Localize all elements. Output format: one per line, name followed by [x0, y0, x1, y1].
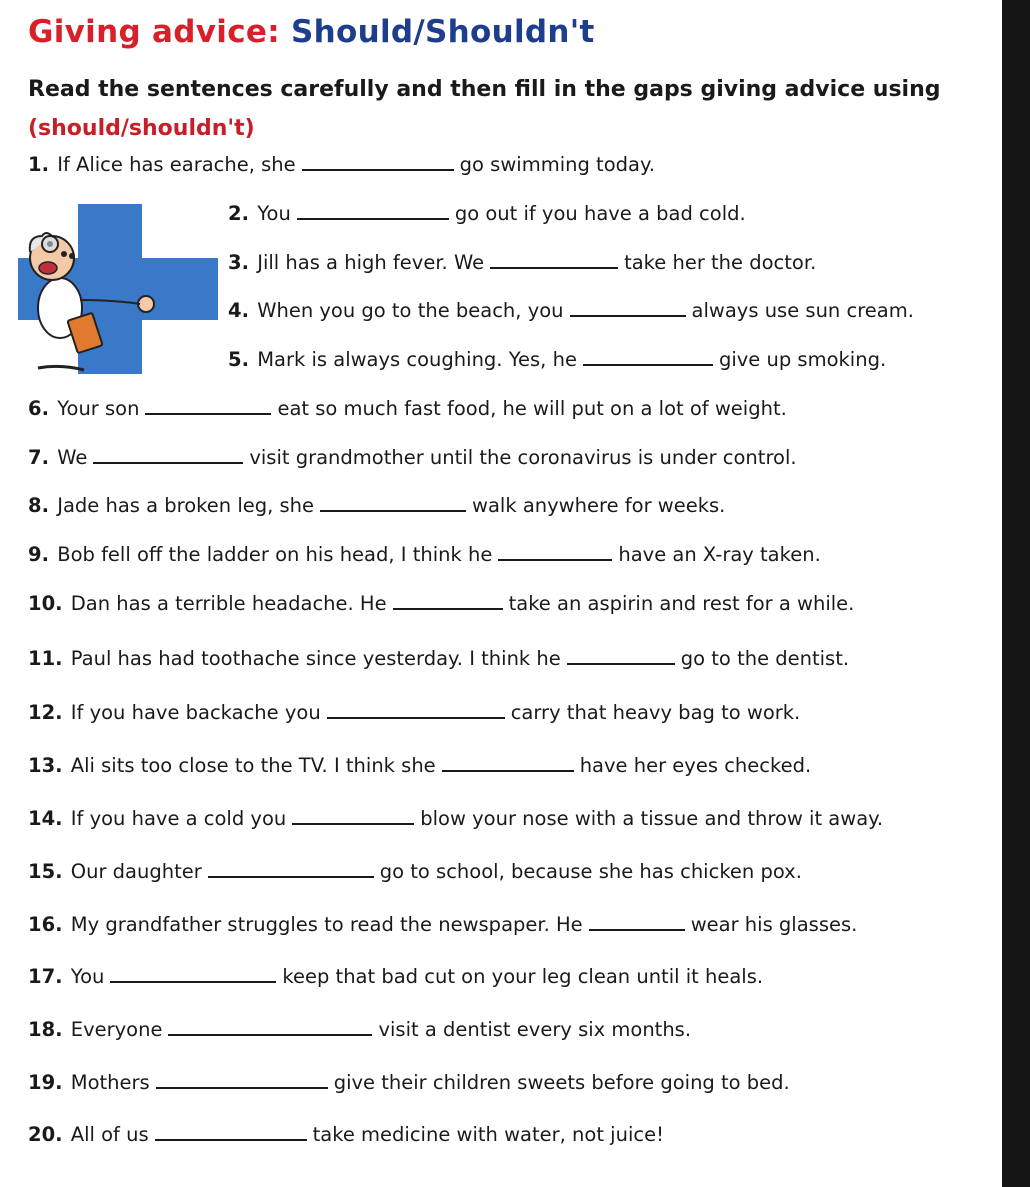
item-number: 11. — [28, 647, 63, 670]
item-text-after: wear his glasses. — [690, 913, 858, 936]
answer-blank[interactable] — [302, 168, 454, 171]
item-text-after: go swimming today. — [459, 153, 655, 176]
item-text-before: Ali sits too close to the TV. I think she — [70, 754, 436, 777]
answer-blank[interactable] — [570, 314, 686, 317]
right-edge-bar — [1002, 0, 1030, 1187]
item-text-after: go to school, because she has chicken pox. — [379, 860, 802, 883]
item-number: 8. — [28, 494, 49, 517]
item-text-before: All of us — [70, 1123, 149, 1146]
item-text-after: have an X-ray taken. — [618, 543, 821, 566]
item-number: 9. — [28, 543, 49, 566]
doctor-illustration — [14, 196, 220, 386]
item-number: 7. — [28, 446, 49, 469]
answer-blank[interactable] — [110, 980, 276, 983]
title-part-2: Should/Shouldn't — [291, 14, 595, 50]
exercise-item — [28, 543, 821, 567]
exercise-item — [28, 647, 849, 671]
item-text-after: keep that bad cut on your leg clean until it heals. — [282, 965, 764, 988]
answer-blank[interactable] — [320, 509, 466, 512]
answer-blank[interactable] — [442, 769, 574, 772]
answer-blank[interactable] — [292, 822, 414, 825]
answer-blank[interactable] — [208, 875, 374, 878]
exercise-item — [28, 913, 857, 937]
exercise-item — [28, 965, 763, 989]
item-text-before: Your son — [57, 397, 140, 420]
item-text-after: eat so much fast food, he will put on a lot of weight. — [277, 397, 787, 420]
answer-blank[interactable] — [583, 363, 713, 366]
item-number: 10. — [28, 592, 63, 615]
answer-blank[interactable] — [567, 662, 675, 665]
exercise-item — [28, 754, 811, 778]
item-text-after: blow your nose with a tissue and throw it away. — [420, 807, 884, 830]
answer-blank[interactable] — [93, 461, 243, 464]
item-text-after: walk anywhere for weeks. — [472, 494, 726, 517]
item-number: 15. — [28, 860, 63, 883]
exercise-item — [28, 446, 797, 470]
answer-blank[interactable] — [327, 716, 505, 719]
item-number: 16. — [28, 913, 63, 936]
item-text-before: Jade has a broken leg, she — [57, 494, 315, 517]
item-text-after: visit grandmother until the coronavirus is under control. — [249, 446, 797, 469]
item-number: 3. — [228, 251, 249, 274]
instructions-text: Read the sentences carefully and then fill in the gaps giving advice using — [28, 77, 941, 102]
item-number: 6. — [28, 397, 49, 420]
answer-blank[interactable] — [168, 1033, 372, 1036]
instructions — [28, 70, 958, 148]
exercise-item — [28, 860, 802, 884]
exercise-item — [228, 348, 886, 372]
answer-blank[interactable] — [156, 1086, 328, 1089]
exercise-item — [28, 494, 725, 518]
answer-blank[interactable] — [155, 1138, 307, 1141]
answer-blank[interactable] — [145, 412, 271, 415]
item-number: 13. — [28, 754, 63, 777]
item-text-before: If Alice has earache, she — [57, 153, 296, 176]
exercise-item — [28, 1018, 691, 1042]
item-number: 4. — [228, 299, 249, 322]
item-number: 5. — [228, 348, 249, 371]
item-text-after: give their children sweets before going to bed. — [333, 1071, 790, 1094]
answer-blank[interactable] — [297, 217, 449, 220]
item-text-before: Everyone — [70, 1018, 163, 1041]
item-text-before: Mark is always coughing. Yes, he — [257, 348, 577, 371]
exercise-item — [228, 202, 746, 226]
answer-blank[interactable] — [589, 928, 685, 931]
item-text-before: Paul has had toothache since yesterday. I think he — [70, 647, 561, 670]
exercise-item — [28, 807, 883, 831]
item-text-after: have her eyes checked. — [579, 754, 812, 777]
item-text-after: take an aspirin and rest for a while. — [508, 592, 855, 615]
answer-blank[interactable] — [490, 266, 618, 269]
item-text-after: take her the doctor. — [624, 251, 817, 274]
item-text-before: Jill has a high fever. We — [257, 251, 485, 274]
item-number: 1. — [28, 153, 49, 176]
item-text-before: Our daughter — [70, 860, 202, 883]
item-number: 12. — [28, 701, 63, 724]
item-text-after: give up smoking. — [718, 348, 887, 371]
item-number: 14. — [28, 807, 63, 830]
item-text-after: go to the dentist. — [680, 647, 850, 670]
item-text-before: If you have backache you — [70, 701, 321, 724]
exercise-item — [28, 1071, 790, 1095]
item-number: 17. — [28, 965, 63, 988]
exercise-item — [228, 251, 816, 275]
item-text-before: Mothers — [70, 1071, 150, 1094]
worksheet-title — [28, 14, 595, 50]
item-text-before: Dan has a terrible headache. He — [70, 592, 387, 615]
title-part-1: Giving advice: — [28, 14, 280, 50]
item-text-after: go out if you have a bad cold. — [454, 202, 746, 225]
item-text-before: My grandfather struggles to read the newspaper. He — [70, 913, 583, 936]
item-text-before: You — [70, 965, 105, 988]
exercise-item — [228, 299, 914, 323]
answer-blank[interactable] — [498, 558, 612, 561]
item-text-before: You — [257, 202, 291, 225]
exercise-item — [28, 701, 800, 725]
item-number: 2. — [228, 202, 249, 225]
item-text-before: We — [57, 446, 88, 469]
item-number: 20. — [28, 1123, 63, 1146]
item-text-after: always use sun cream. — [691, 299, 914, 322]
item-text-after: carry that heavy bag to work. — [510, 701, 801, 724]
item-number: 18. — [28, 1018, 63, 1041]
item-text-after: take medicine with water, not juice! — [312, 1123, 664, 1146]
item-number: 19. — [28, 1071, 63, 1094]
exercise-item — [28, 592, 854, 616]
exercise-item — [28, 153, 655, 177]
item-text-after: visit a dentist every six months. — [378, 1018, 692, 1041]
answer-blank[interactable] — [393, 607, 503, 610]
item-text-before: If you have a cold you — [70, 807, 287, 830]
exercise-item — [28, 397, 787, 421]
item-text-before: Bob fell off the ladder on his head, I think he — [57, 543, 493, 566]
item-text-before: When you go to the beach, you — [257, 299, 564, 322]
instructions-highlight: (should/shouldn't) — [28, 116, 255, 141]
exercise-item — [28, 1123, 664, 1147]
